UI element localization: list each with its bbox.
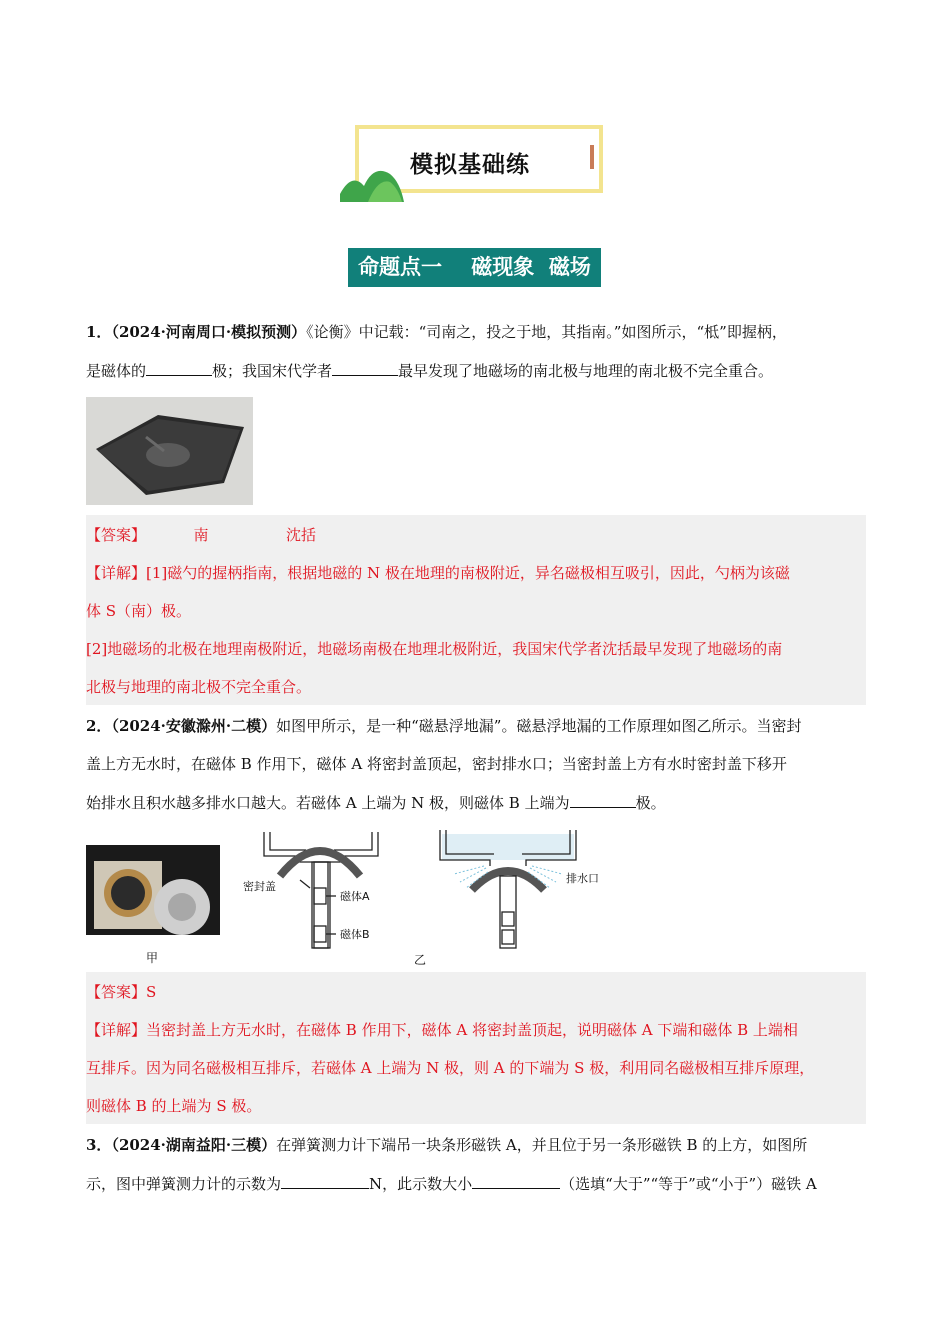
q1-blank-2[interactable] <box>332 360 398 376</box>
q3-source: （2024·湖南益阳·三模） <box>111 1136 277 1154</box>
q2-text: 如图甲所示，是一种“磁悬浮地漏”。磁悬浮地漏的工作原理如图乙所示。当密封 <box>276 717 802 735</box>
q2-detail-line3: 则磁体 B 的上端为 S 极。 <box>86 1097 262 1115</box>
q1-number: 1． <box>86 323 112 341</box>
q1-text-b: 极；我国宋代学者 <box>212 362 333 380</box>
q2-text-a: 始排水且积水越多排水口越大。若磁体 A 上端为 N 极，则磁体 B 上端为 <box>86 794 570 812</box>
q3-text-c: （选填“大于”“等于”或“小于”）磁铁 A <box>560 1175 817 1193</box>
q3-blank-1[interactable] <box>281 1173 369 1189</box>
q2-line3 <box>86 792 666 813</box>
q2-line2: 盖上方无水时，在磁体 B 作用下，磁体 A 将密封盖顶起，密封排水口；当密封盖上方有水时密封盖下移开 <box>86 755 787 773</box>
q3-line1 <box>86 1135 807 1155</box>
q2-detail-a: 当密封盖上方无水时，在磁体 B 作用下，磁体 A 将密封盖顶起，说明磁体 A 下端和磁体 B 上端相 <box>146 1021 798 1039</box>
q1-blank-1[interactable] <box>146 360 212 376</box>
q2-detail-line2: 互排斥。因为同名磁极相互排斥，若磁体 A 上端为 N 极，则 A 的下端为 S 极，利用同名磁极相互排斥原理， <box>86 1059 815 1077</box>
q2-line1 <box>86 716 801 736</box>
page-title: 模拟基础练 <box>410 152 530 178</box>
q1-answer-1: 南 <box>193 526 209 544</box>
q2-label-seal: 密封盖 <box>243 880 276 893</box>
q3-text: 在弹簧测力计下端吊一块条形磁铁 A，并且位于另一条形磁铁 B 的上方，如图所 <box>276 1136 808 1154</box>
q1-detail-1a: [1]磁勺的握柄指南，根据地磁的 N 极在地理的南极附近，异名磁极相互吸引，因此，勺柄为该磁 <box>146 564 790 582</box>
q1-detail-line3: [2]地磁场的北极在地理南极附近，地磁场南极在地理北极附近，我国宋代学者沈括最早发现了地磁场的南 <box>86 640 783 658</box>
q2-answer-label: 【答案】 <box>86 983 147 1001</box>
q1-answer-2: 沈括 <box>286 526 317 544</box>
q3-line2 <box>86 1173 817 1194</box>
q1-spoon-photo <box>86 397 253 505</box>
q2-label-magnet-a: 磁体A <box>340 890 370 903</box>
q2-number: 2． <box>86 717 112 735</box>
section-header: 命题点一 磁现象 磁场 <box>348 248 601 287</box>
q2-answer-line <box>86 982 156 1002</box>
q1-detail-line2: 体 S（南）极。 <box>86 602 192 620</box>
q1-detail-label: 【详解】 <box>86 564 147 582</box>
q1-answer-label: 【答案】 <box>86 526 147 544</box>
q2-blank[interactable] <box>570 792 636 808</box>
q2-text-b: 极。 <box>635 794 666 812</box>
q2-label-drain: 排水口 <box>566 872 599 885</box>
q1-detail-line1 <box>86 563 790 583</box>
q2-fig-jia-caption: 甲 <box>146 951 159 965</box>
q3-text-a: 示，图中弹簧测力计的示数为 <box>86 1175 282 1193</box>
q1-text-a: 是磁体的 <box>86 362 147 380</box>
q1-detail-line4: 北极与地理的南北极不完全重合。 <box>86 678 312 696</box>
q1-line1 <box>86 322 787 342</box>
q2-detail-line1 <box>86 1020 798 1040</box>
q2-label-magnet-b: 磁体B <box>340 928 370 941</box>
q2-answer: S <box>146 983 157 1001</box>
q2-source: （2024·安徽滁州·二模） <box>111 717 277 735</box>
hills-icon <box>338 160 410 202</box>
q2-fig-yi-caption: 乙 <box>414 953 427 967</box>
q2-drain-photo <box>86 845 220 935</box>
q3-text-b: N，此示数大小 <box>369 1175 473 1193</box>
q1-line2 <box>86 360 773 381</box>
q2-principle-diagram <box>240 826 600 956</box>
q2-detail-label: 【详解】 <box>86 1021 147 1039</box>
q3-blank-2[interactable] <box>472 1173 560 1189</box>
q1-source: （2024·河南周口·模拟预测） <box>111 323 307 341</box>
q1-text: 《论衡》中记载：“司南之，投之于地，其指南。”如图所示，“柢”即握柄， <box>306 323 787 341</box>
q3-number: 3． <box>86 1136 112 1154</box>
q1-text-c: 最早发现了地磁场的南北极与地理的南北极不完全重合。 <box>398 362 774 380</box>
q1-answer-line <box>86 525 346 545</box>
banner-accent-bar <box>590 145 594 169</box>
